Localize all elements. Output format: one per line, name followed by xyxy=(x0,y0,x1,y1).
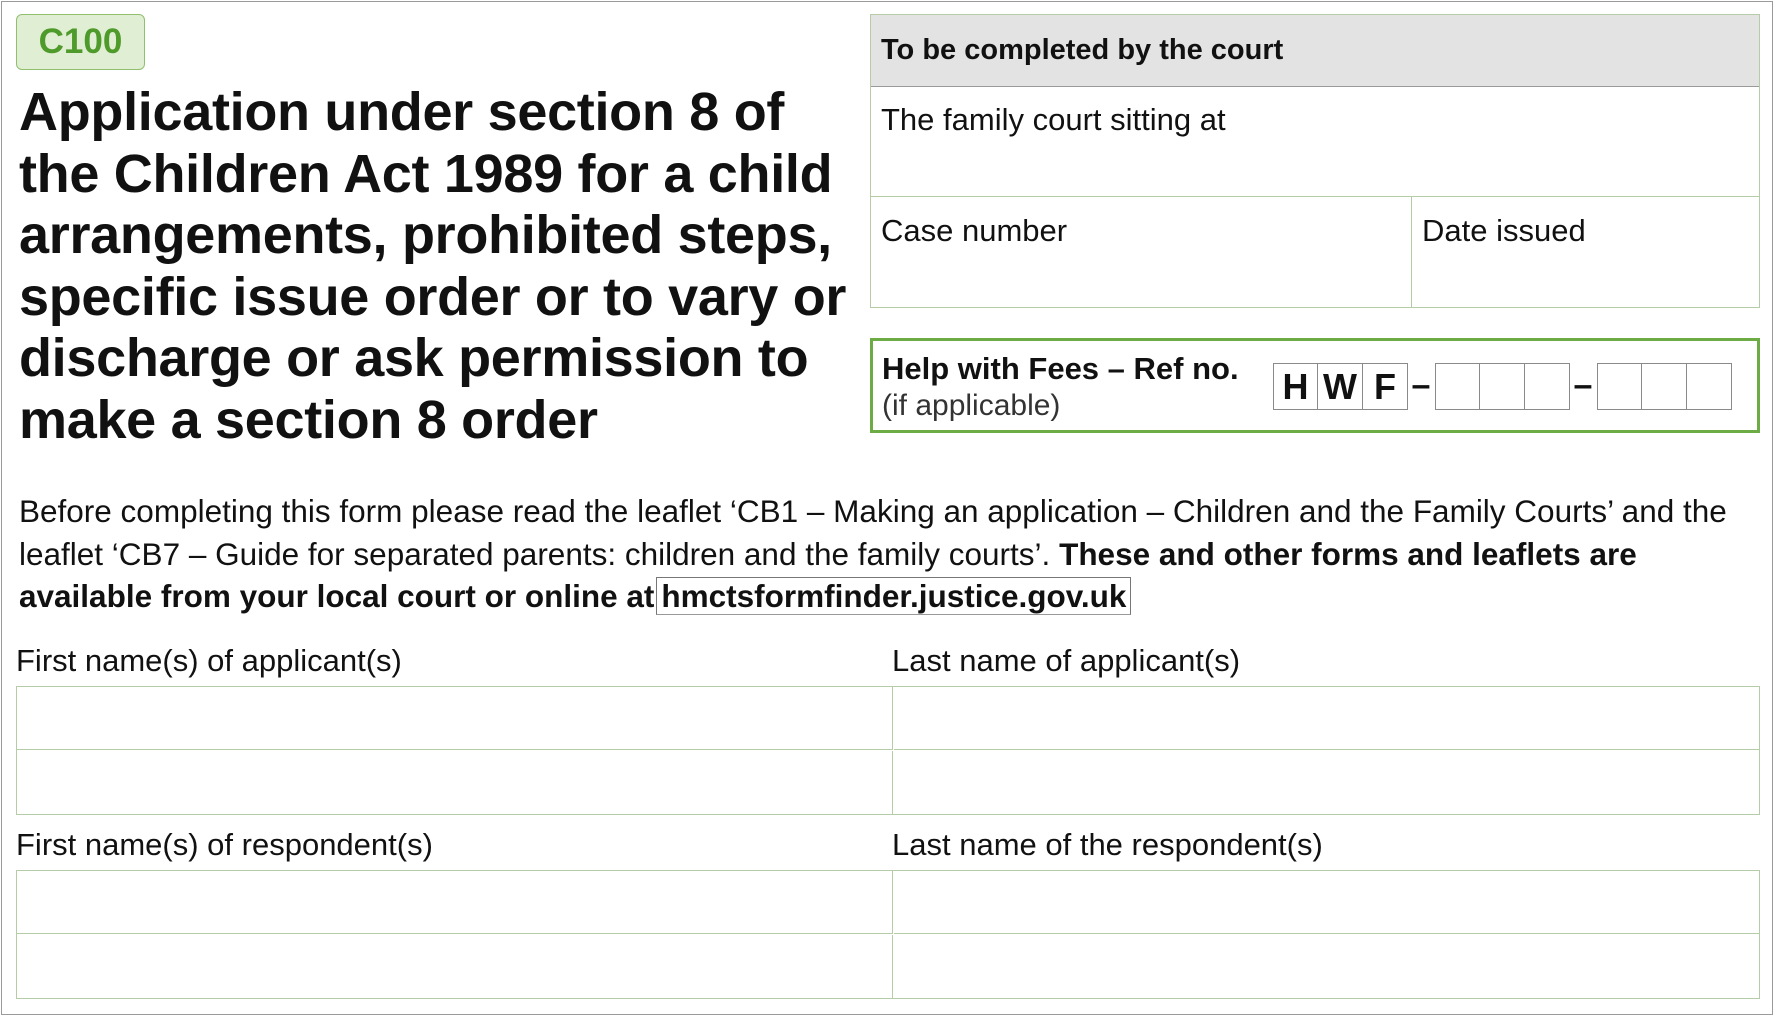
applicant-first-name-label: First name(s) of applicant(s) xyxy=(16,643,402,678)
respondent-first-name-label: First name(s) of respondent(s) xyxy=(16,827,433,862)
date-issued-field[interactable] xyxy=(1412,197,1759,307)
ref-group-2 xyxy=(1435,363,1570,410)
respondent-first-name-input[interactable] xyxy=(17,935,893,998)
applicant-first-name-input[interactable] xyxy=(17,687,893,750)
ref-digit-input[interactable] xyxy=(1525,363,1570,410)
ref-digit-input[interactable] xyxy=(1435,363,1480,410)
family-court-label: The family court sitting at xyxy=(881,102,1226,137)
court-box-header: To be completed by the court xyxy=(871,15,1759,87)
help-with-fees-label: Help with Fees – Ref no. xyxy=(882,351,1239,386)
help-with-fees-box xyxy=(870,338,1760,433)
ref-digit-input[interactable] xyxy=(1687,363,1732,410)
ref-prefix-group xyxy=(1273,363,1408,410)
ref-prefix-cell: H xyxy=(1273,363,1318,410)
applicant-names-grid xyxy=(16,686,1760,815)
applicant-last-name-input[interactable] xyxy=(894,687,1759,750)
ref-digit-input[interactable] xyxy=(1597,363,1642,410)
respondent-last-name-label: Last name of the respondent(s) xyxy=(892,827,1323,862)
respondent-first-name-input[interactable] xyxy=(17,871,893,934)
formfinder-link[interactable]: hmctsformfinder.justice.gov.uk xyxy=(656,577,1131,615)
respondent-names-grid xyxy=(16,870,1760,999)
date-issued-label: Date issued xyxy=(1422,213,1586,248)
ref-digit-input[interactable] xyxy=(1480,363,1525,410)
court-use-box xyxy=(870,14,1760,308)
ref-dash: – xyxy=(1411,366,1431,404)
ref-group-3 xyxy=(1597,363,1732,410)
case-number-label: Case number xyxy=(881,213,1068,248)
intro-paragraph xyxy=(19,490,1764,618)
family-court-field[interactable] xyxy=(871,86,1759,197)
applicant-last-name-input[interactable] xyxy=(894,751,1759,814)
case-number-field[interactable] xyxy=(871,197,1412,307)
intro-text: Before completing this form please read the leaflet ‘CB1 – Making an application – Children and the Family Courts’ and the leaflet ‘CB7 – Guide for separated parents: children and the family courts’. xyxy=(19,493,1727,572)
help-with-fees-sublabel: (if applicable) xyxy=(882,389,1061,422)
applicant-last-name-label: Last name of applicant(s) xyxy=(892,643,1241,678)
ref-prefix-cell: F xyxy=(1363,363,1408,410)
intro-bold-text: These and other forms and leaflets are available from your local court or online at xyxy=(19,535,1637,614)
form-code-badge: C100 xyxy=(16,14,145,70)
applicant-first-name-input[interactable] xyxy=(17,751,893,814)
ref-dash: – xyxy=(1573,366,1593,404)
form-title: Application under section 8 of the Children Act 1989 for a child arrangements, prohibited steps, specific issue order or to vary or discharge or ask permission to make a section 8 order xyxy=(19,82,847,450)
respondent-last-name-input[interactable] xyxy=(894,871,1759,934)
ref-digit-input[interactable] xyxy=(1642,363,1687,410)
respondent-last-name-input[interactable] xyxy=(894,935,1759,998)
ref-prefix-cell: W xyxy=(1318,363,1363,410)
